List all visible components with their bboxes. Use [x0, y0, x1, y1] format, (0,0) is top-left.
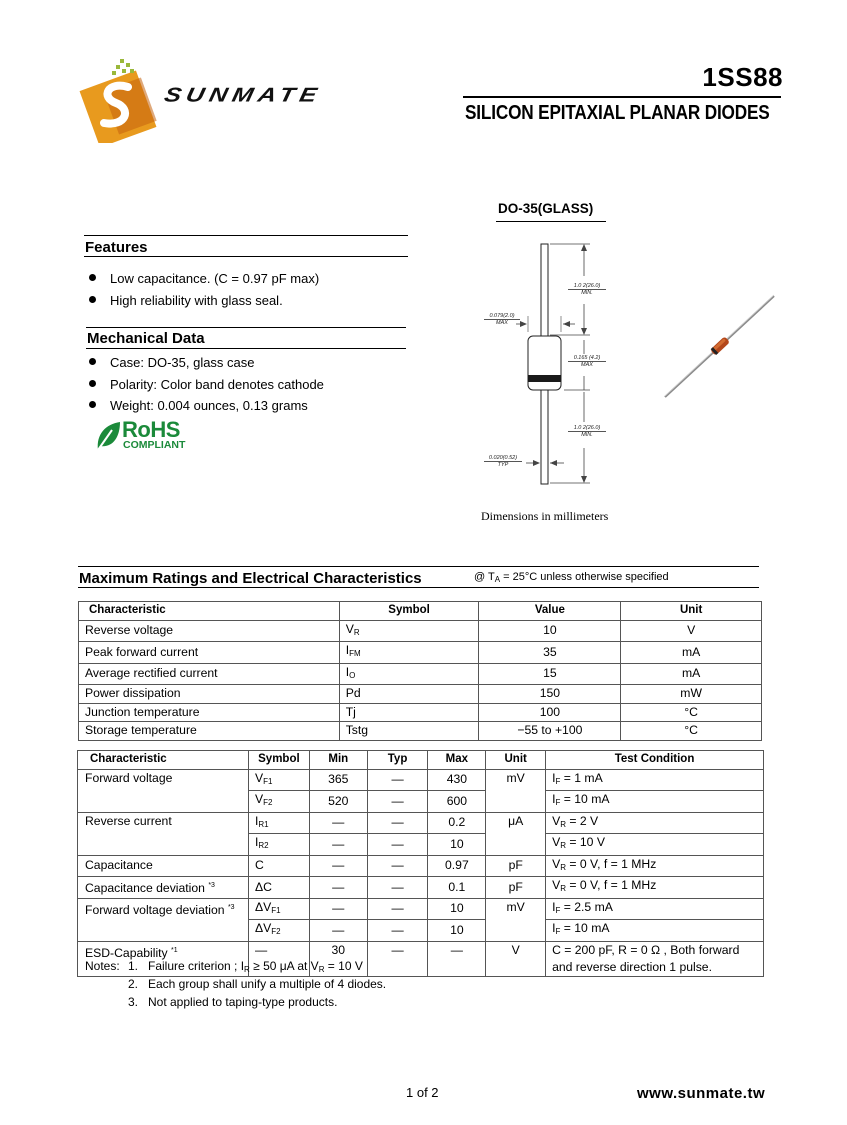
mechanical-title: Mechanical Data	[87, 330, 205, 347]
mechanical-item: Polarity: Color band denotes cathode	[89, 377, 324, 392]
note-1: Failure criterion ; $I_R \ge 50$ μA at $V_R = 10$ V	[148, 959, 363, 974]
table-row: $I_{R2}$ — — 10 $V_R = 10$ V	[78, 834, 764, 856]
bullet-icon	[89, 380, 96, 387]
diode-photo	[660, 290, 780, 402]
header-rule	[463, 96, 781, 98]
table-row: Forward voltage deviation $^{*3}$ $\Delta V_{F1}$ — — 10 mV $I_F = 2.5$ mA	[78, 898, 764, 920]
feature-item: Low capacitance. (C = 0.97 pF max)	[89, 271, 319, 286]
table-row: ESD-Capability $^{*1}$ — 30 — — V C = 200 pF, R = 0 Ω , Both forward and reverse direction 1 pulse.	[78, 941, 764, 976]
bullet-icon	[89, 296, 96, 303]
table-row: Capacitance C — — 0.97 pF $V_R = 0$ V, f = 1 MHz	[78, 855, 764, 877]
rohs-word: RoHS	[122, 417, 180, 442]
max-ratings-table	[78, 601, 762, 741]
table-row: Junction temperature Tj 100 °C	[79, 703, 762, 722]
package-title-rule	[496, 221, 606, 222]
note-1-number: 1.	[128, 959, 139, 973]
features-bottom-rule	[84, 256, 408, 257]
part-number: 1SS88	[702, 62, 783, 92]
ratings-bottom-rule	[78, 587, 759, 588]
notes-label: Notes:	[85, 959, 120, 973]
rohs-compliant: COMPLIANT	[123, 439, 186, 451]
table-row: Power dissipation Pd 150 mW	[79, 685, 762, 704]
table-row: Forward voltage $V_{F1}$ 365 — 430 mV $I_F = 1$ mA	[78, 769, 764, 791]
bullet-icon	[89, 358, 96, 365]
table-header-row: Characteristic Symbol Value Unit	[79, 602, 762, 621]
dimensions-caption: Dimensions in millimeters	[481, 509, 609, 523]
table-row: Average rectified current $I_O$ 15 mA	[79, 663, 762, 685]
mechanical-top-rule	[86, 327, 406, 328]
website-link[interactable]: www.sunmate.tw	[637, 1085, 766, 1102]
dim-body-diameter: 0.079(2.0) MAX	[484, 313, 520, 326]
rohs-badge	[94, 418, 204, 454]
features-top-rule	[84, 235, 408, 236]
electrical-characteristics-table	[77, 750, 764, 977]
ratings-title: Maximum Ratings and Electrical Characteristics	[79, 570, 422, 587]
company-logo	[78, 57, 162, 143]
features-title: Features	[85, 239, 148, 256]
leaf-icon	[94, 420, 122, 452]
mechanical-bottom-rule	[86, 348, 406, 349]
mechanical-item: Case: DO-35, glass case	[89, 355, 255, 370]
dim-lead-top: 1.0 2(26.0) MIN.	[568, 283, 606, 296]
bullet-icon	[89, 401, 96, 408]
package-title: DO-35(GLASS)	[498, 201, 594, 216]
table-row: Capacitance deviation $^{*3}$ ΔC — — 0.1 pF $V_R = 0$ V, f = 1 MHz	[78, 877, 764, 899]
table-row: Storage temperature Tstg −55 to +100 °C	[79, 722, 762, 741]
table-row: $\Delta V_{F2}$ — — 10 $I_F = 10$ mA	[78, 920, 764, 942]
dim-lead-bottom: 1.0 2(26.0) MIN.	[568, 425, 606, 438]
table-row: $V_{F2}$ 520 — 600 $I_F = 10$ mA	[78, 791, 764, 813]
feature-item: High reliability with glass seal.	[89, 293, 283, 308]
note-3-number: 3.	[128, 995, 139, 1009]
ratings-top-rule	[78, 566, 759, 567]
table-row: Reverse voltage $V_R$ 10 V	[79, 620, 762, 642]
bullet-icon	[89, 274, 96, 281]
table-row: Peak forward current $I_{FM}$ 35 mA	[79, 642, 762, 664]
note-3: Not applied to taping-type products.	[148, 995, 338, 1009]
brand-wordmark: SUNMATE	[162, 84, 324, 107]
ratings-condition: @ $T_A = 25^\circ C$ unless otherwise specified	[474, 571, 669, 584]
mechanical-item: Weight: 0.004 ounces, 0.13 grams	[89, 398, 308, 413]
table-header-row: Characteristic Symbol Min Typ Max Unit Test Condition	[78, 751, 764, 770]
page-subtitle: SILICON EPITAXIAL PLANAR DIODES	[465, 102, 770, 124]
note-2-number: 2.	[128, 977, 139, 991]
dim-body-length: 0.165 (4.2) MAX	[568, 355, 606, 368]
page-number: 1 of 2	[406, 1085, 439, 1100]
note-2: Each group shall unify a multiple of 4 diodes.	[148, 977, 387, 991]
table-row: Reverse current $I_{R1}$ — — 0.2 μA $V_R = 2$ V	[78, 812, 764, 834]
dim-lead-diameter: 0.020(0.52) TYP	[484, 455, 522, 468]
